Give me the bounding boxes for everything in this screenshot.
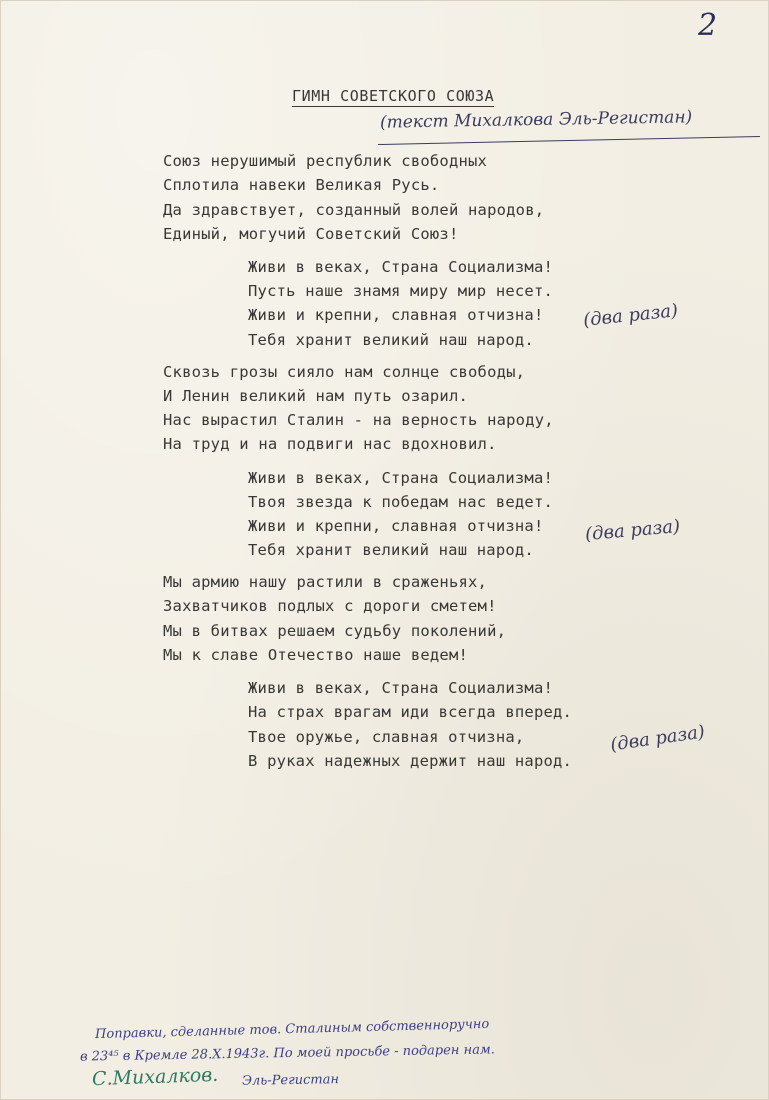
verse-line: Да здравствует, созданный волей народов,: [163, 201, 545, 219]
verse-line: Нас вырастил Сталин - на верность народу,: [163, 411, 554, 429]
verse-line: На труд и на подвиги нас вдохновил.: [163, 435, 497, 453]
footer-note-line-1: Поправки, сделанные тов. Сталиным собственноручно: [94, 1016, 490, 1043]
signature-mikhalkov: С.Михалков.: [91, 1063, 219, 1091]
repeat-note: (два раза): [584, 515, 681, 546]
chorus-line: Живи в веках, Страна Социализма!: [248, 258, 554, 276]
verse-line: Захватчиков подлых с дороги сметем!: [163, 597, 497, 615]
verse-line: Союз нерушимый республик свободных: [163, 152, 488, 170]
signature-el-registan: Эль-Регистан: [241, 1072, 340, 1089]
verse-line: И Ленин великий нам путь озарил.: [163, 387, 469, 405]
document-title: ГИМН СОВЕТСКОГО СОЮЗА: [292, 87, 495, 105]
chorus-line: Живи и крепни, славная отчизна!: [248, 517, 544, 535]
verse-line: Сплотила навеки Великая Русь.: [163, 176, 440, 194]
author-note-underline: [378, 136, 760, 145]
chorus-line: На страх врагам иди всегда вперед.: [248, 703, 573, 721]
footer-note-line-2: в 23⁴⁵ в Кремле 28.Х.1943г. По моей просьбе - подарен нам.: [79, 1042, 495, 1065]
verse-line: Мы к славе Отечество наше ведем!: [163, 646, 469, 664]
chorus-line: В руках надежных держит наш народ.: [248, 752, 573, 770]
chorus-line: Живи в веках, Страна Социализма!: [248, 469, 554, 487]
verse-line: Сквозь грозы сияло нам солнце свободы,: [163, 363, 526, 381]
repeat-note: (два раза): [582, 300, 680, 331]
chorus-line: Тебя хранит великий наш народ.: [248, 541, 534, 559]
chorus-line: Тебя хранит великий наш народ.: [248, 331, 534, 349]
verse-line: Мы в битвах решаем судьбу поколений,: [163, 622, 507, 640]
chorus-line: Живи в веках, Страна Социализма!: [248, 679, 554, 697]
author-note: (текст Михалкова Эль-Регистан): [379, 107, 693, 133]
chorus-line: Твое оружье, славная отчизна,: [248, 728, 525, 746]
repeat-note: (два раза): [609, 721, 707, 756]
page-number: 2: [698, 8, 718, 43]
verse-line: Единый, могучий Советский Союз!: [163, 225, 459, 243]
chorus-line: Пусть наше знамя миру мир несет.: [248, 282, 554, 300]
chorus-line: Твоя звезда к победам нас ведет.: [248, 493, 554, 511]
chorus-line: Живи и крепни, славная отчизна!: [248, 306, 544, 324]
verse-line: Мы армию нашу растили в сраженьях,: [163, 573, 488, 591]
